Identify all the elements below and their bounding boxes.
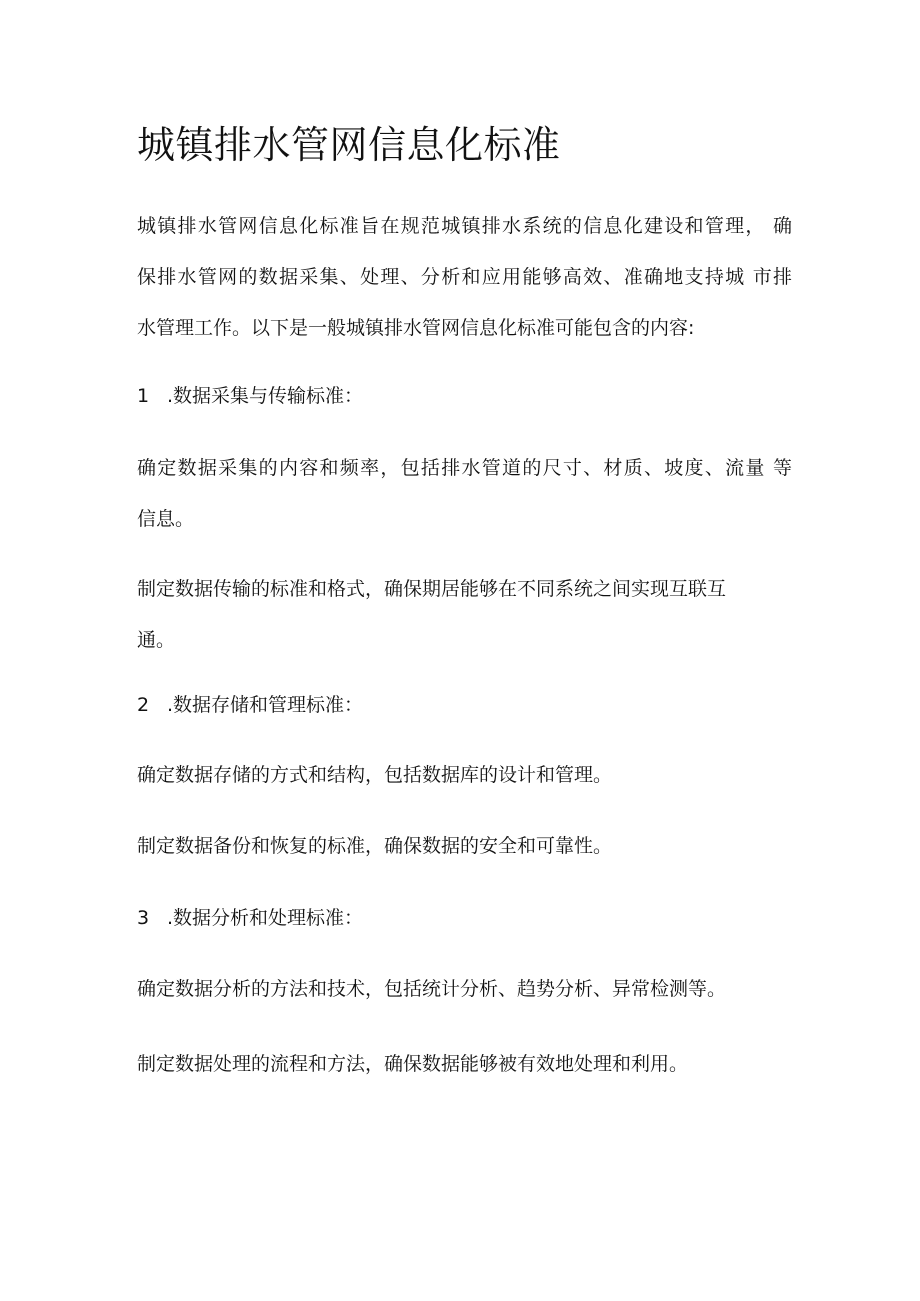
section-number: 2 <box>137 694 150 716</box>
section-1-paragraph-2 <box>137 564 792 666</box>
intro-paragraph <box>137 201 792 354</box>
section-3-paragraph-1 <box>137 964 792 1015</box>
paragraph-line: 确定数据采集的内容和频率，包括排水管道的尺寸、材质、坡度、流量 等 <box>137 457 792 479</box>
paragraph-line: 信息。 <box>137 508 195 530</box>
paragraph-line: 制定数据传输的标准和格式，确保期居能够在不同系统之间实现互联互 <box>137 578 727 600</box>
paragraph-line: 确定数据分析的方法和技术，包括统计分析、趋势分析、异常检测等。 <box>137 978 727 1000</box>
intro-line-3: 水管理工作。以下是一般城镇排水管网信息化标准可能包含的内容: <box>137 317 695 339</box>
section-heading-1 <box>137 371 792 422</box>
section-2-paragraph-2 <box>137 821 792 872</box>
section-heading-3 <box>137 893 792 944</box>
intro-line-1: 城镇排水管网信息化标准旨在规范城镇排水系统的信息化建设和管理， 确 <box>137 215 792 237</box>
section-3-paragraph-2 <box>137 1039 792 1090</box>
section-heading-2 <box>137 680 792 731</box>
section-heading-text: .数据分析和处理标准： <box>167 907 364 929</box>
section-number: 3 <box>137 907 150 929</box>
paragraph-line: 确定数据存储的方式和结构，包括数据库的设计和管理。 <box>137 764 613 786</box>
section-heading-text: .数据存储和管理标准： <box>167 694 364 716</box>
section-heading-text: .数据采集与传输标准： <box>167 385 364 407</box>
intro-line-2: 保排水管网的数据采集、处理、分析和应用能够高效、准确地支持城 市排 <box>137 266 792 288</box>
paragraph-line: 制定数据备份和恢复的标准，确保数据的安全和可靠性。 <box>137 835 613 857</box>
page-title: 城镇排水管网信息化标准 <box>137 123 561 167</box>
paragraph-line: 通。 <box>137 629 176 651</box>
paragraph-line: 制定数据处理的流程和方法，确保数据能够被有效地处理和利用。 <box>137 1053 689 1075</box>
section-2-paragraph-1 <box>137 750 792 801</box>
section-number: 1 <box>137 385 150 407</box>
section-1-paragraph-1 <box>137 443 792 545</box>
